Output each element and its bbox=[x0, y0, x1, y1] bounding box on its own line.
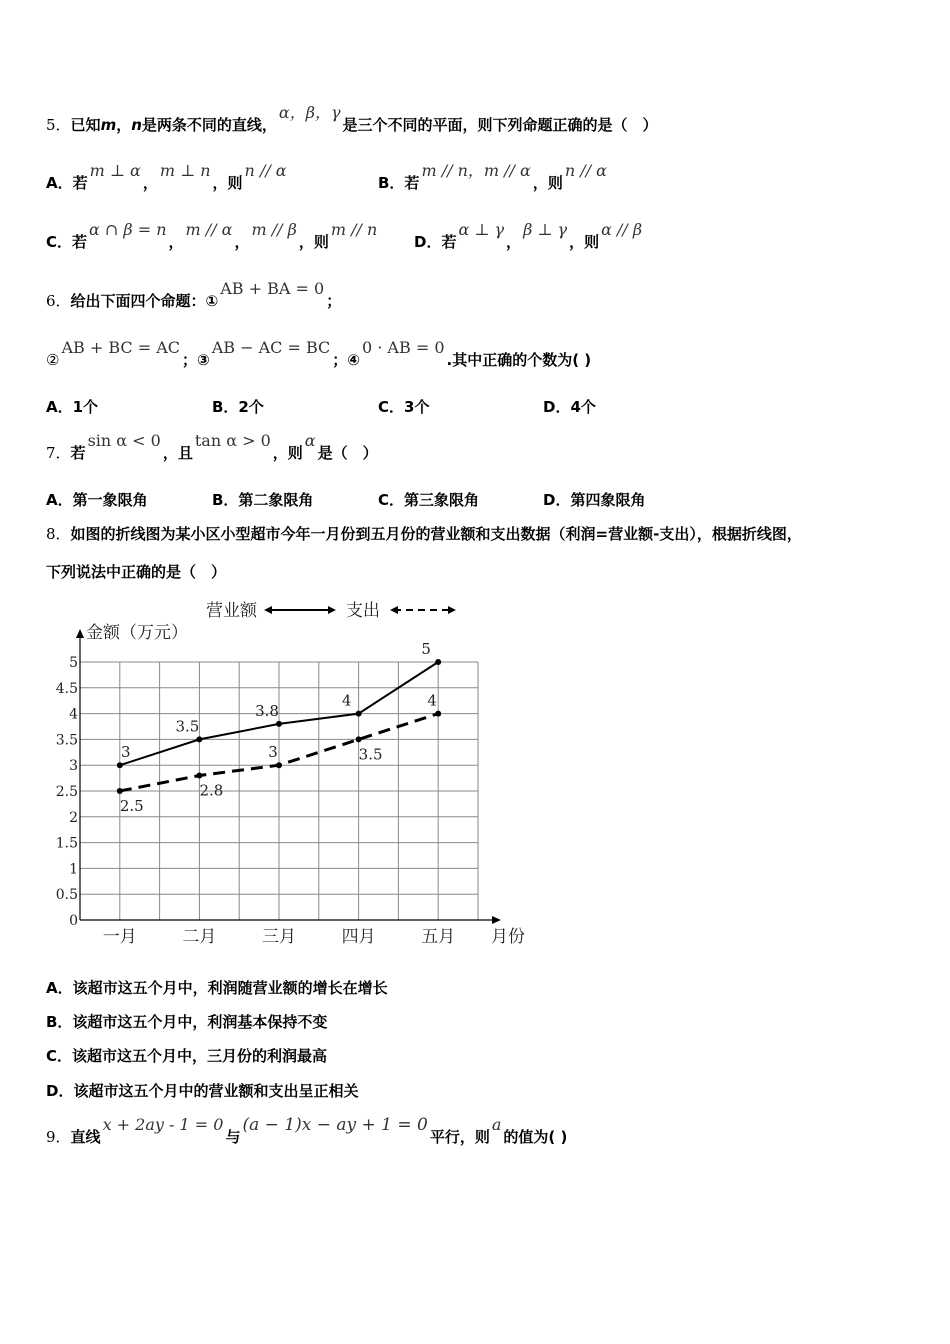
q7-option-d[interactable]: D．第四象限角 bbox=[543, 491, 646, 509]
chart-labels bbox=[120, 640, 437, 815]
q9-number: 9． bbox=[46, 1128, 71, 1146]
legend-label-expense: 支出 bbox=[346, 601, 380, 621]
x-tick-label: 一月 bbox=[102, 927, 137, 947]
q7-option-b[interactable]: B．第二象限角 bbox=[212, 491, 314, 509]
x-axis-label: 月份 bbox=[491, 927, 525, 947]
q6-option-d[interactable]: D．4个 bbox=[543, 398, 596, 416]
x-tick-label: 二月 bbox=[182, 927, 217, 947]
q5-option-b[interactable]: B．若m // n，m // α，则n // α bbox=[378, 161, 607, 192]
y-tick-label: 1.5 bbox=[55, 835, 78, 852]
data-point bbox=[117, 762, 123, 768]
data-point bbox=[276, 721, 282, 727]
data-label: 4 bbox=[341, 691, 352, 710]
data-point bbox=[117, 788, 123, 794]
legend-arrow bbox=[264, 606, 272, 614]
q6-option-a[interactable]: A．1个 bbox=[46, 398, 99, 416]
q7-stem: 7．若sin α < 0，且tan α > 0，则α是（ ） bbox=[46, 431, 378, 462]
q8-stem-line1: 8．如图的折线图为某小区小型超市今年一月份到五月份的营业额和支出数据（利润=营业额-支出），根据折线图， bbox=[46, 525, 802, 543]
q5-option-d[interactable]: D．若α ⊥ γ，β ⊥ γ，则α // β bbox=[414, 220, 643, 251]
x-tick-label: 三月 bbox=[262, 927, 296, 947]
y-axis-arrow bbox=[76, 629, 84, 638]
q5-planes-math: α，β，γ bbox=[278, 103, 341, 122]
q8-option-b[interactable]: B．该超市这五个月中，利润基本保持不变 bbox=[46, 1013, 328, 1031]
data-label: 3.8 bbox=[255, 701, 279, 720]
x-tick-label: 五月 bbox=[421, 927, 456, 947]
legend-arrow bbox=[390, 606, 398, 614]
q9-stem: 9．直线x + 2ay - 1 = 0与(a − 1)x − ay + 1 = 0平行，则a的值为( ) bbox=[46, 1115, 568, 1146]
data-label: 2.5 bbox=[119, 797, 144, 815]
y-tick-label: 5 bbox=[69, 655, 78, 671]
y-tick-label: 1 bbox=[69, 861, 78, 878]
data-point bbox=[435, 711, 441, 717]
legend-arrow bbox=[328, 606, 336, 614]
data-label: 3 bbox=[121, 743, 131, 762]
q7-number: 7． bbox=[46, 444, 71, 462]
legend-arrow bbox=[448, 606, 456, 614]
data-label: 3.5 bbox=[175, 717, 200, 736]
q5-stem: 5．已知m，n是两条不同的直线，α，β，γ是三个不同的平面，则下列命题正确的是（ ） bbox=[46, 103, 658, 134]
chart-axes bbox=[56, 623, 525, 947]
data-label: 4 bbox=[427, 691, 437, 710]
data-point bbox=[356, 711, 362, 717]
q8-number: 8． bbox=[46, 525, 71, 543]
y-tick-label: 4 bbox=[69, 706, 78, 723]
x-axis-arrow bbox=[492, 916, 501, 924]
data-point bbox=[196, 736, 202, 742]
q8-option-a[interactable]: A．该超市这五个月中，利润随营业额的增长在增长 bbox=[46, 979, 388, 997]
q5-option-a[interactable]: A．若m ⊥ α，m ⊥ n，则n // α bbox=[46, 161, 287, 192]
q7-option-c[interactable]: C．第三象限角 bbox=[378, 491, 480, 509]
q8-option-d[interactable]: D．该超市这五个月中的营业额和支出呈正相关 bbox=[46, 1082, 359, 1100]
y-tick-label: 2.5 bbox=[55, 784, 78, 800]
q6-option-c[interactable]: C．3个 bbox=[378, 398, 430, 416]
y-tick-label: 0.5 bbox=[55, 887, 78, 904]
data-label: 3 bbox=[268, 743, 278, 762]
q6-number: 6． bbox=[46, 292, 71, 310]
data-label: 2.8 bbox=[199, 781, 224, 800]
q6-option-b[interactable]: B．2个 bbox=[212, 398, 264, 416]
q8-stem-line2: 下列说法中正确的是（ ） bbox=[46, 563, 227, 581]
y-axis-label: 金额（万元） bbox=[86, 623, 188, 643]
q8-option-c[interactable]: C．该超市这五个月中，三月份的利润最高 bbox=[46, 1047, 328, 1065]
y-tick-label: 3.5 bbox=[55, 732, 78, 749]
line-chart-svg bbox=[46, 590, 546, 950]
data-label: 3.5 bbox=[358, 745, 383, 764]
y-tick-label: 4.5 bbox=[55, 680, 78, 697]
data-label: 5 bbox=[421, 640, 431, 658]
chart-legend bbox=[206, 601, 456, 621]
data-point bbox=[435, 659, 441, 665]
q7-option-a[interactable]: A．第一象限角 bbox=[46, 491, 148, 509]
x-tick-label: 四月 bbox=[341, 927, 376, 947]
y-tick-label: 3 bbox=[69, 758, 78, 775]
data-point bbox=[356, 736, 362, 742]
data-point bbox=[196, 773, 202, 779]
chart-grid bbox=[80, 662, 478, 920]
y-tick-label: 2 bbox=[69, 809, 78, 826]
line-chart bbox=[46, 590, 546, 950]
legend-label-revenue: 营业额 bbox=[206, 601, 257, 621]
q6-stem-line1: 6．给出下面四个命题：①AB + BA = 0； bbox=[46, 279, 342, 310]
y-tick-label: 0 bbox=[69, 913, 78, 929]
data-point bbox=[276, 762, 282, 768]
q5-option-c[interactable]: C．若α ∩ β = n，m // α，m // β，则m // n bbox=[46, 220, 378, 251]
q6-stem-line2: ②AB + BC = AC；③AB − AC = BC；④0 · AB = 0.其中正确的个数为( ) bbox=[46, 338, 592, 369]
q5-number: 5． bbox=[46, 116, 71, 134]
